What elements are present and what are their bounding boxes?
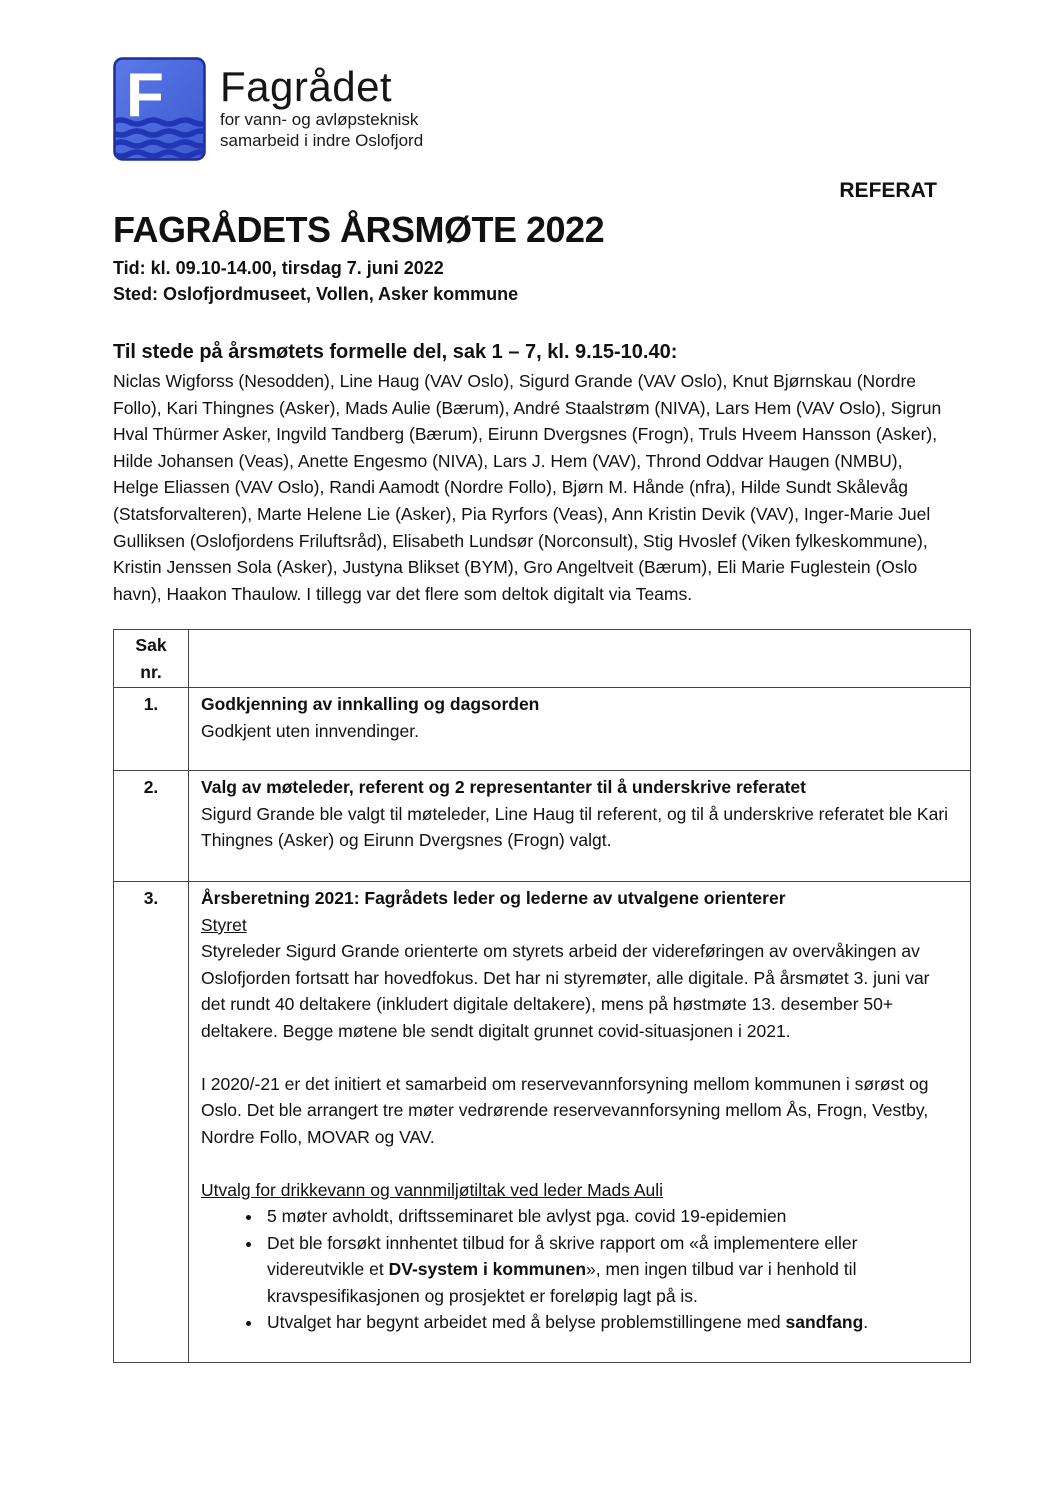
- text-segment: Årsberetning 2021: Fagrådets leder og lederne av utvalgene orienterer: [201, 888, 786, 909]
- text-block: [201, 691, 956, 718]
- fagradet-logo-graphic: [113, 57, 206, 161]
- sak-number: 3.: [114, 882, 189, 1363]
- agenda-table: [113, 629, 971, 1363]
- text-segment: .: [863, 1312, 869, 1333]
- table-row: [114, 688, 971, 771]
- empty-header-cell: [189, 630, 971, 688]
- page-title: FAGRÅDETS ÅRSMØTE 2022: [113, 209, 605, 250]
- text-block: [201, 912, 956, 939]
- spacer: [201, 1150, 956, 1177]
- meeting-place: Sted: Oslofjordmuseet, Vollen, Asker kommune: [113, 284, 519, 304]
- sak-content: [189, 771, 971, 882]
- spacer: [201, 1044, 956, 1071]
- bullet-item: [263, 1203, 956, 1230]
- text-block: [201, 938, 956, 1044]
- sak-header-line2: nr.: [140, 661, 162, 682]
- text-block: [201, 1071, 956, 1151]
- logo-subtitle-line1: for vann- og avløpsteknisk: [220, 110, 419, 129]
- meeting-time: Tid: kl. 09.10-14.00, tirsdag 7. juni 2022: [113, 258, 444, 278]
- text-segment: Utvalg for drikkevann og vannmiljøtiltak ved leder Mads Auli: [201, 1179, 664, 1200]
- bullet-list: [201, 1203, 956, 1336]
- text-segment: I 2020/-21 er det initiert et samarbeid om reservevannforsyning mellom kommunen i sørøst og Oslo. Det ble arrangert tre møter vedrørende reservevannforsyning mellom Ås, Frogn, Vestby, Nordre Follo, MOVAR og VAV.: [201, 1073, 929, 1147]
- text-block: [201, 1177, 956, 1204]
- fagradet-logo: [113, 57, 206, 161]
- bullet-item: [263, 1230, 956, 1310]
- text-segment: Det ble forsøkt innhentet tilbud for å skrive rapport om «å implementere eller videreutvikle et: [267, 1232, 858, 1280]
- bullet-item: [263, 1309, 956, 1336]
- table-row: [114, 771, 971, 882]
- text-block: [201, 718, 956, 745]
- doc-type-label: REFERAT: [839, 179, 937, 202]
- text-segment: Sigurd Grande ble valgt til møteleder, Line Haug til referent, og til å underskrive referatet ble Kari Thingnes (Asker) og Eirunn Dvergsnes (Frogn) valgt.: [201, 803, 949, 851]
- meeting-meta: [113, 255, 971, 307]
- sak-header-line1: Sak: [135, 635, 167, 656]
- logo-wordmark: Fagrådet: [220, 63, 393, 110]
- text-block: [201, 774, 956, 801]
- text-segment: Godkjent uten innvendinger.: [201, 720, 419, 741]
- attendance-heading: Til stede på årsmøtets formelle del, sak 1 – 7, kl. 9.15-10.40:: [113, 341, 678, 363]
- text-block: [201, 801, 956, 854]
- text-segment: Styreleder Sigurd Grande orienterte om styrets arbeid der videreføringen av overvåkingen av Oslofjorden fortsatt har hovedfokus. Det har ni styremøter, alle digitale. På årsmøtet 3. juni var det rundt 40 deltakere (inkludert digitale deltakere), mens på høstmøte 13. desember 50+ deltakere. Begge møtene ble sendt digitalt grunnet covid-situasjonen i 2021.: [201, 941, 930, 1041]
- agenda-table-body: [114, 688, 971, 1363]
- sak-nr-header: [114, 630, 189, 688]
- sak-content: [189, 688, 971, 771]
- table-row: [114, 882, 971, 1363]
- text-segment: 5 møter avholdt, driftsseminaret ble avlyst pga. covid 19-epidemien: [267, 1206, 787, 1227]
- bold-text: DV-system i kommunen: [388, 1259, 587, 1280]
- text-segment: Utvalget har begynt arbeidet med å belyse problemstillingene med: [267, 1312, 786, 1333]
- sak-number: 2.: [114, 771, 189, 882]
- logo-text: [220, 57, 423, 151]
- text-block: [201, 885, 956, 912]
- text-segment: », men ingen tilbud var i henhold til kravspesifikasjonen og prosjektet er foreløpig lagt på is.: [267, 1259, 857, 1306]
- attendance-text: Niclas Wigforss (Nesodden), Line Haug (VAV Oslo), Sigurd Grande (VAV Oslo), Knut Bjørnskau (Nordre Follo), Kari Thingnes (Asker), Mads Aulie (Bærum), André Staalstrøm (NIVA), Lars Hem (VAV Oslo), Sigrun Hval Thürmer Asker, Ingvild Tandberg (Bærum), Eirunn Dvergsnes (Frogn), Truls Hveem Hansson (Asker), Hilde Johansen (Veas), Anette Engesmo (NIVA), Lars J. Hem (VAV), Thrond Oddvar Haugen (NMBU), Helge Eliassen (VAV Oslo), Randi Aamodt (Nordre Follo), Bjørn M. Hånde (nfra), Hilde Sundt Skålevåg (Statsforvalteren), Marte Helene Lie (Asker), Pia Ryrfors (Veas), Ann Kristin Devik (VAV), Inger-Marie Juel Gulliksen (Oslofjordens Friluftsråd), Elisabeth Lundsør (Norconsult), Stig Hvoslef (Viken fylkeskommune), Kristin Jenssen Sola (Asker), Justyna Blikset (BYM), Gro Angeltveit (Bærum), Eli Marie Fuglestein (Oslo havn), Haakon Thaulow. I tillegg var det flere som deltok digitalt via Teams.: [113, 371, 942, 604]
- sak-content: [189, 882, 971, 1363]
- logo-block: [113, 57, 971, 161]
- text-segment: Godkjenning av innkalling og dagsorden: [201, 694, 540, 715]
- table-header-row: [114, 630, 971, 688]
- sak-number: 1.: [114, 688, 189, 771]
- text-segment: Styret: [201, 914, 247, 935]
- logo-letter: F: [126, 61, 164, 130]
- bold-text: sandfang: [785, 1312, 864, 1333]
- logo-subtitle-line2: samarbeid i indre Oslofjord: [220, 131, 424, 150]
- text-segment: Valg av møteleder, referent og 2 representanter til å underskrive referatet: [201, 777, 806, 798]
